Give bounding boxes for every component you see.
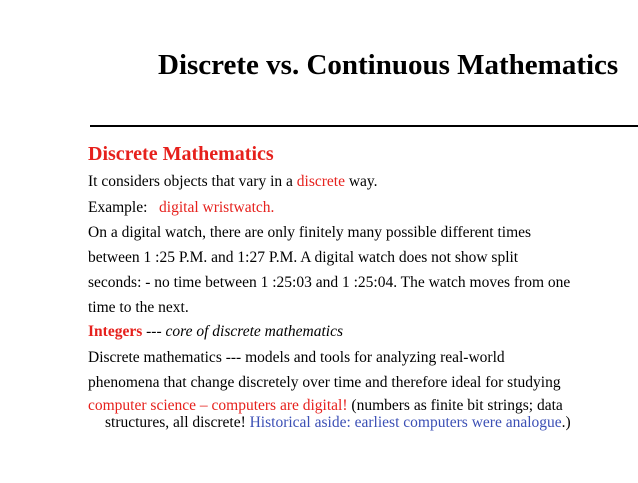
- body-line-5: seconds: - no time between 1 :25:03 and 1 :25:04. The watch moves from one: [88, 274, 571, 291]
- text: structures, all discrete!: [105, 414, 250, 431]
- body-line-10: [88, 397, 563, 415]
- example-label: Example:: [88, 199, 148, 216]
- text: (numbers as finite bit strings; data: [347, 397, 563, 414]
- title-divider: [90, 125, 638, 127]
- body-line-11: [88, 414, 571, 432]
- body-line-4: between 1 :25 P.M. and 1:27 P.M. A digital watch does not show split: [88, 249, 519, 266]
- body-line-1: [88, 173, 378, 191]
- highlight-discrete: discrete: [296, 173, 345, 190]
- body-line-9: phenomena that change discretely over time and therefore ideal for studying: [88, 374, 561, 391]
- section-heading: Discrete Mathematics: [88, 143, 274, 165]
- integers-note: core of discrete mathematics: [165, 323, 343, 340]
- highlight-wristwatch: digital wristwatch.: [159, 199, 275, 216]
- dashes: ---: [142, 323, 166, 340]
- historical-aside: Historical aside: earliest computers were analogue: [249, 414, 562, 431]
- text: It considers objects that vary in a: [88, 173, 297, 190]
- body-line-6: time to the next.: [88, 299, 189, 316]
- body-line-8: Discrete mathematics --- models and tools for analyzing real-world: [88, 349, 505, 366]
- body-line-2: [88, 199, 274, 217]
- body-line-7: [88, 323, 343, 341]
- body-line-3: On a digital watch, there are only finitely many possible different times: [88, 224, 532, 241]
- slide-title: Discrete vs. Continuous Mathematics: [158, 49, 619, 81]
- text: way.: [344, 173, 378, 190]
- text: .): [561, 414, 571, 431]
- highlight-computer-science: computer science – computers are digital!: [88, 397, 348, 414]
- integers-term: Integers: [88, 323, 143, 340]
